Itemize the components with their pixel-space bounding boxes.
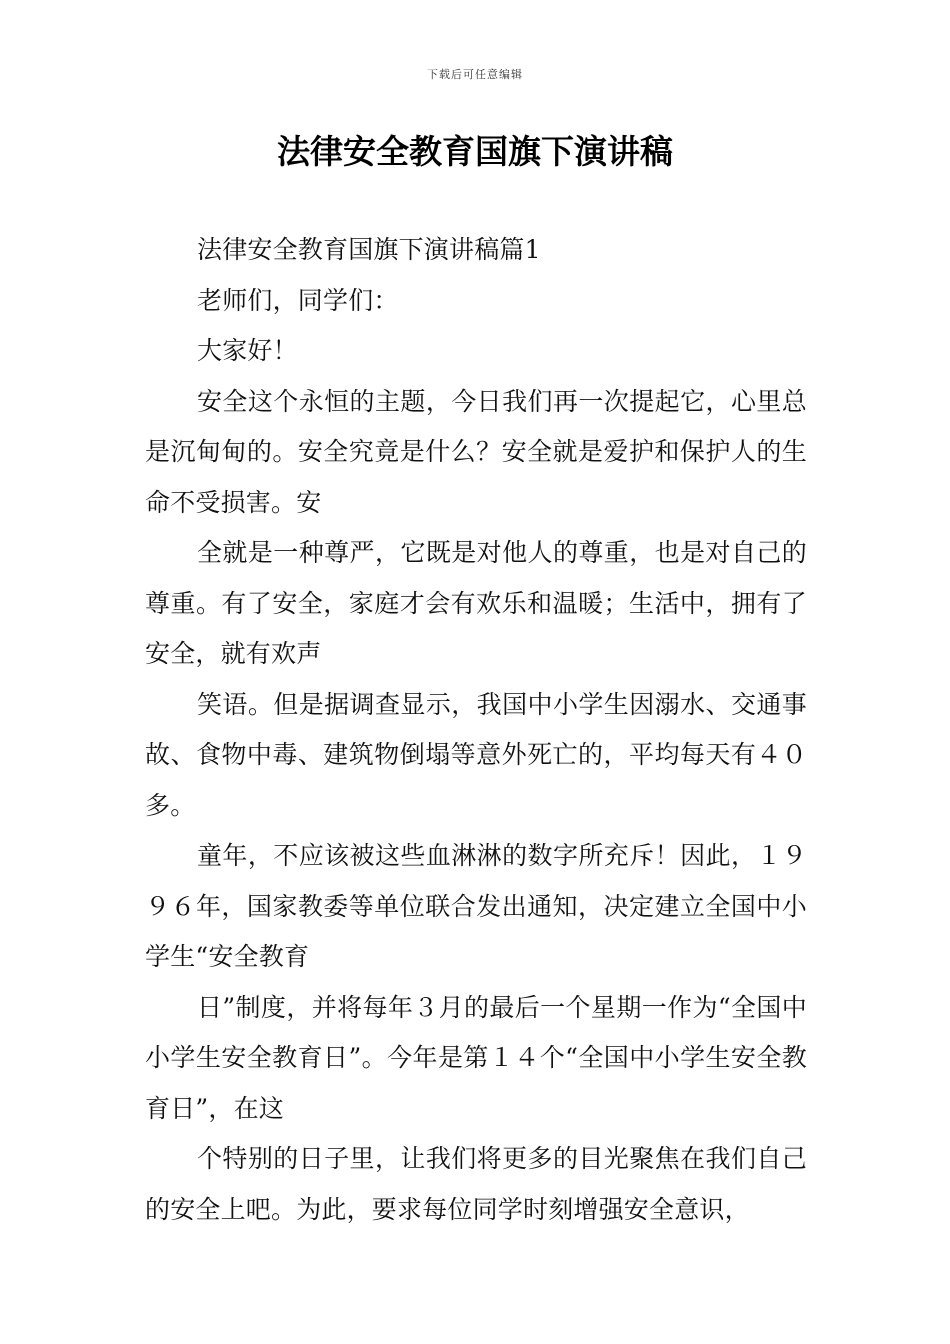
paragraph: 全就是一种尊严，它既是对他人的尊重，也是对自己的尊重。有了安全，家庭才会有欢乐和温暖；生活中，拥有了安全，就有欢声 [145,538,807,668]
header-note: 下载后可任意编辑 [427,68,523,81]
document-body [145,225,807,1235]
paragraph: 安全这个永恒的主题，今日我们再一次提起它，心里总是沉甸甸的。安全究竟是什么？安全就是爱护和保护人的生命不受损害。安 [145,386,807,517]
paragraph-salutation: 老师们，同学们： [197,285,399,315]
paragraph-greeting: 大家好！ [197,336,298,365]
paragraph: 个特别的日子里，让我们将更多的目光聚焦在我们自己的安全上吧。为此，要求每位同学时刻增强安全意识， [145,1144,807,1224]
document-title: 法律安全教育国旗下演讲稿 [277,132,673,171]
paragraph-section-heading: 法律安全教育国旗下演讲稿篇1 [197,235,541,264]
paragraph: 笑语。但是据调查显示，我国中小学生因溺水、交通事故、食物中毒、建筑物倒塌等意外死亡的，平均每天有４０多。 [145,689,807,820]
paragraph: 日”制度，并将每年３月的最后一个星期一作为“全国中小学生安全教育日”。今年是第１４个“全国中小学生安全教育日”，在这 [145,992,807,1123]
paragraph: 童年，不应该被这些血淋淋的数字所充斥！因此，１９９６年，国家教委等单位联合发出通知，决定建立全国中小学生“安全教育 [145,841,807,971]
